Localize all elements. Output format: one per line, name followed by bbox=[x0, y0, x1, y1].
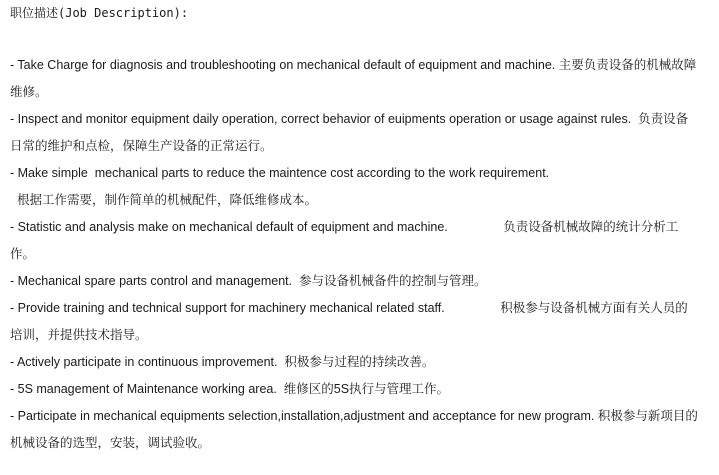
list-item: - Take Charge for diagnosis and troubleshooting on mechanical default of equipment and machine. 主要负责设备的机械故障维修。 bbox=[10, 58, 697, 99]
list-item: - 5S management of Maintenance working area. 维修区的5S执行与管理工作。 bbox=[10, 382, 450, 396]
list-item: - Inspect and monitor equipment daily operation, correct behavior of euipments operation or usage against rules. 负责设备日常的维护和点检，保障生产设备的正常运行。 bbox=[10, 112, 689, 153]
responsibility-list bbox=[10, 52, 700, 457]
list-item: - Make simple mechanical parts to reduce the maintence cost according to the work requirement. 根据工作需要，制作简单的机械配件，降低维修成本。 bbox=[10, 166, 550, 207]
list-item: - Actively participate in continuous improvement. 积极参与过程的持续改善。 bbox=[10, 355, 435, 369]
list-item: - Participate in mechanical equipments selection,installation,adjustment and acceptance for new program. 积极参与新项目的机械设备的选型，安装，调试验收。 bbox=[10, 409, 698, 450]
list-item: - Provide training and technical support for machinery mechanical related staff. 积极参与设备机械方面有关人员的培训，并提供技术指导。 bbox=[10, 301, 688, 342]
section-title: 职位描述(Job Description): bbox=[10, 6, 189, 20]
list-item: - Mechanical spare parts control and management. 参与设备机械备件的控制与管理。 bbox=[10, 274, 487, 288]
list-item: - Statistic and analysis make on mechanical default of equipment and machine. 负责设备机械故障的统计分析工作。 bbox=[10, 220, 679, 261]
